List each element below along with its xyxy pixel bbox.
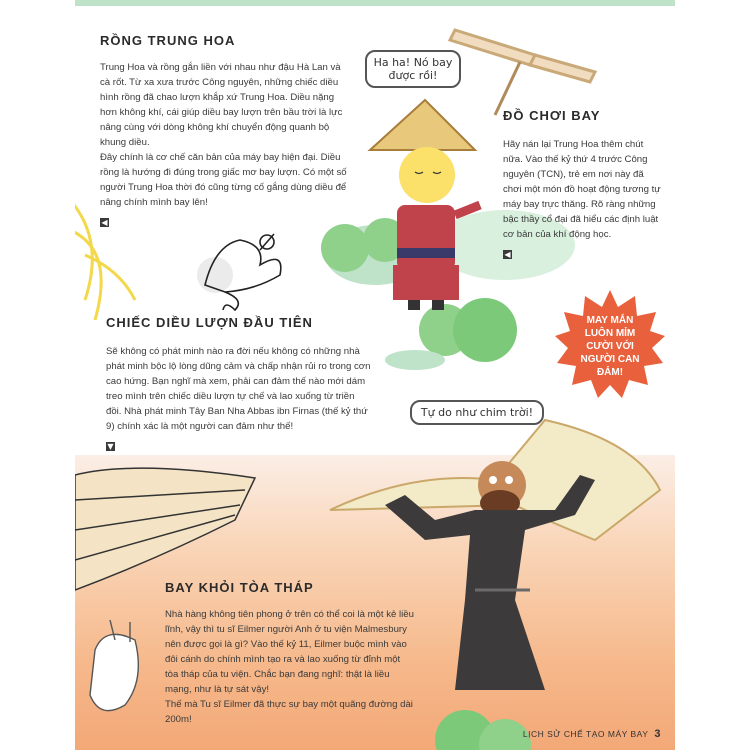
section-glider: [106, 315, 371, 454]
book-page: [75, 0, 675, 750]
section-tower: [165, 580, 415, 727]
down-arrow-icon: ▼: [107, 442, 114, 451]
footer-label: LỊCH SỬ CHẾ TẠO MÁY BAY: [522, 729, 649, 739]
page-number: 3: [654, 728, 661, 740]
section-title: ĐỒ CHƠI BAY: [503, 108, 601, 123]
glider-wing: [75, 468, 255, 590]
page-footer: [523, 728, 661, 740]
section-title: CHIẾC DIỀU LƯỢN ĐẦU TIÊN: [106, 315, 313, 330]
dragon-kite-icon: [197, 234, 281, 310]
left-arrow-icon: ◀: [504, 250, 511, 259]
left-arrow-icon: ◀: [101, 218, 108, 227]
badge-text: MAY MẮN LUÔN MỈM CƯỜI VỚI NGƯỜI CAN ĐẢM!: [580, 315, 640, 378]
section-paragraph: Trung Hoa và rồng gắn liền với nhau như đậu Hà Lan và cà rốt. Từ xa xưa trước Công nguyên, những chiếc diều hình rồng đã chao lượn khắp xứ Trung Hoa. Diều nặng hơn không khí, cái giúp diều bay lượn trên bầu trời là lực nâng cùng với dòng không khí chuyển động quanh bộ khung diều.: [100, 62, 343, 148]
courage-badge: [555, 290, 665, 400]
section-paragraph: Đây chính là cơ chế căn bản của máy bay hiện đại. Diều rồng là hướng đi đúng trong giấc mơ bay lượn. Có một số người Trung Hoa thời đó cũng từng cố gắng dùng diều để nâng chính mình bay lên!: [100, 152, 347, 208]
bottom-shrubs: [435, 710, 531, 750]
speech-bubble-bird: Tự do như chim trời!: [410, 400, 544, 425]
section-paragraph: Sẽ không có phát minh nào ra đời nếu không có những nhà phát minh bộc lộ lòng dũng cảm và chấp nhận rủi ro trong cơn cao hứng. Bạn nghĩ mà xem, phải can đảm thế nào mới dám treo mình trên chiếc diều lượn tự chế và lao xuống từ triền đồi. Nhà phát minh Tây Ban Nha Abbas ibn Firnas (thế kỷ thứ 9) chính xác là một người can đảm như thế!: [106, 346, 371, 432]
speech-bubble-haha: Ha ha! Nó bay được rồi!: [365, 50, 461, 88]
section-paragraph: Nhà hàng không tiên phong ở trên có thể coi là một kẻ liều lĩnh, vậy thì tu sĩ Eilmer người Anh ở tu viện Malmesbury nên được gọi là gì? Vào thế kỷ 11, Eilmer buộc mình vào đôi cánh do chính mình tạo ra và lao xuống từ đỉnh một tòa tháp của tu viện. Chắc bạn đang nghĩ: thật là liều mạng, như là tự sát vậy!: [165, 609, 414, 695]
section-dragon: [100, 33, 350, 230]
section-paragraph: Hãy nán lại Trung Hoa thêm chút nữa. Vào thế kỷ thứ 4 trước Công nguyên (TCN), trẻ em nơi này đã chơi một món đồ hoạt động tương tự máy bay trực thăng. Rõ ràng những bậc thầy cổ đại đã hiểu các định luật cơ bản của khí động học.: [503, 139, 661, 240]
section-paragraph: Thế mà Tu sĩ Eilmer đã thực sự bay một quãng đường dài 200m!: [165, 699, 413, 725]
section-toy: [503, 108, 663, 262]
section-title: RỒNG TRUNG HOA: [100, 33, 236, 48]
bamboo-copter-icon: [450, 30, 595, 115]
section-title: BAY KHỎI TÒA THÁP: [165, 580, 314, 595]
sketch-figure-icon: [90, 620, 138, 711]
